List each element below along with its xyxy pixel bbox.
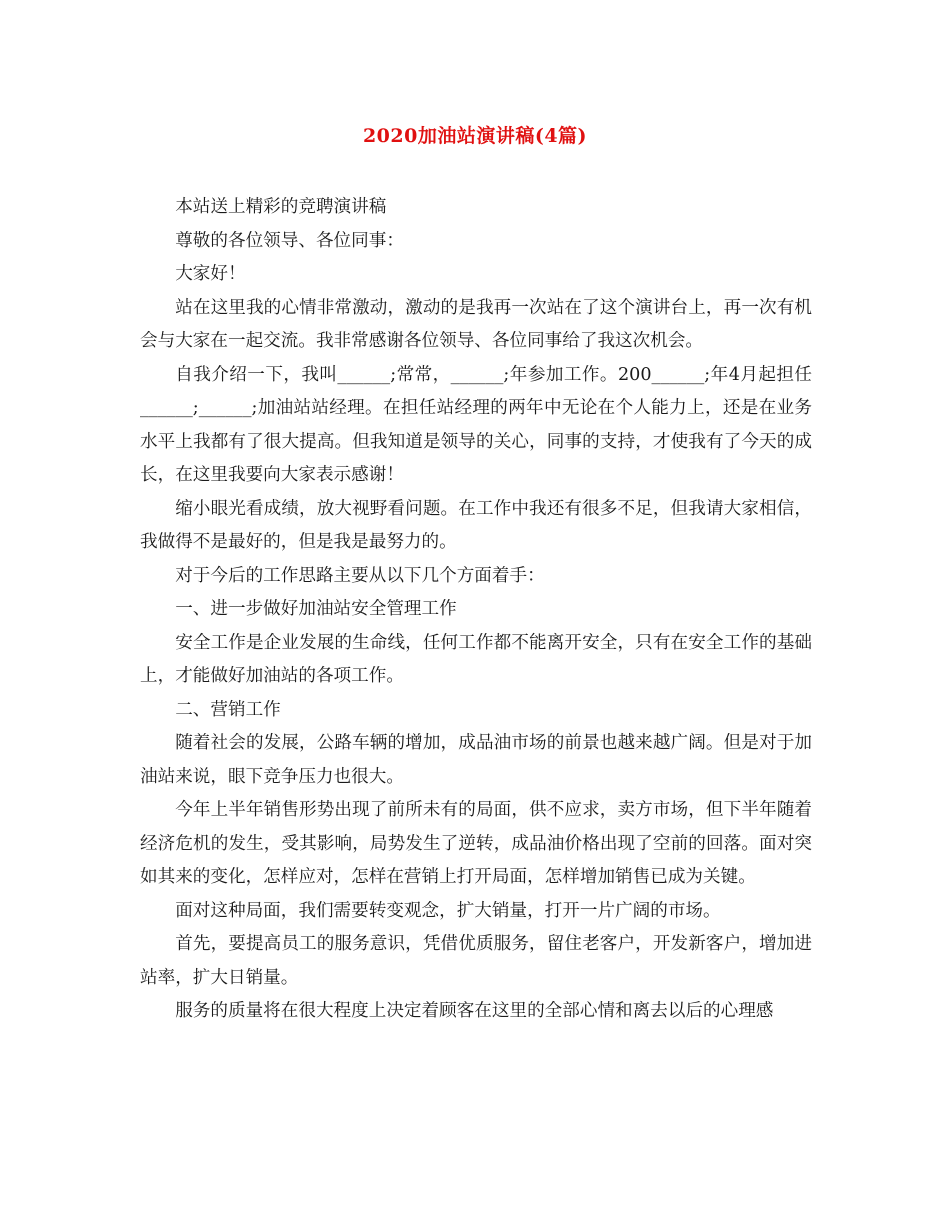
paragraph: 今年上半年销售形势出现了前所未有的局面，供不应求，卖方市场，但下半年随着经济危机的发生，受其影响，局势发生了逆转，成品油价格出现了空前的回落。面对突如其来的变化，怎样应对，怎样在营销上打开局面，怎样增加销售已成为关键。 xyxy=(140,800,812,887)
paragraph: 尊敬的各位领导、各位同事： xyxy=(175,230,404,251)
paragraph: 缩小眼光看成绩，放大视野看问题。在工作中我还有很多不足，但我请大家相信，我做得不是最好的，但是我是最努力的。 xyxy=(140,498,812,552)
document-body xyxy=(140,191,812,1029)
paragraph: 面对这种局面，我们需要转变观念，扩大销量，打开一片广阔的市场。 xyxy=(175,900,721,921)
paragraph: 站在这里我的心情非常激动，激动的是我再一次站在了这个演讲台上，再一次有机会与大家在一起交流。我非常感谢各位领导、各位同事给了我这次机会。 xyxy=(140,297,812,351)
paragraph: 随着社会的发展，公路车辆的增加，成品油市场的前景也越来越广阔。但是对于加油站来说，眼下竞争压力也很大。 xyxy=(140,733,812,787)
paragraph: 对于今后的工作思路主要从以下几个方面着手： xyxy=(175,565,545,586)
paragraph: 服务的质量将在很大程度上决定着顾客在这里的全部心情和离去以后的心理感 xyxy=(175,1001,774,1021)
section-heading: 二、营销工作 xyxy=(175,699,281,720)
paragraph: 本站送上精彩的竞聘演讲稿 xyxy=(175,197,387,217)
section-heading: 一、进一步做好加油站安全管理工作 xyxy=(175,599,457,619)
paragraph: 首先，要提高员工的服务意识，凭借优质服务，留住老客户，开发新客户，增加进站率，扩大日销量。 xyxy=(140,934,812,988)
paragraph: 自我介绍一下，我叫______;常常，______;年参加工作。200______;年4月起担任______;______;加油站站经理。在担任站经理的两年中无论在个人能力上，还是在业务水平上我都有了很大提高。但我知道是领导的关心，同事的支持，才使我有了今天的成长，在这里我要向大家表示感谢！ xyxy=(140,364,812,485)
paragraph: 大家好！ xyxy=(175,264,246,284)
document-title: 2020加油站演讲稿(4篇) xyxy=(362,125,588,147)
paragraph: 安全工作是企业发展的生命线，任何工作都不能离开安全，只有在安全工作的基础上，才能做好加油站的各项工作。 xyxy=(140,632,812,686)
